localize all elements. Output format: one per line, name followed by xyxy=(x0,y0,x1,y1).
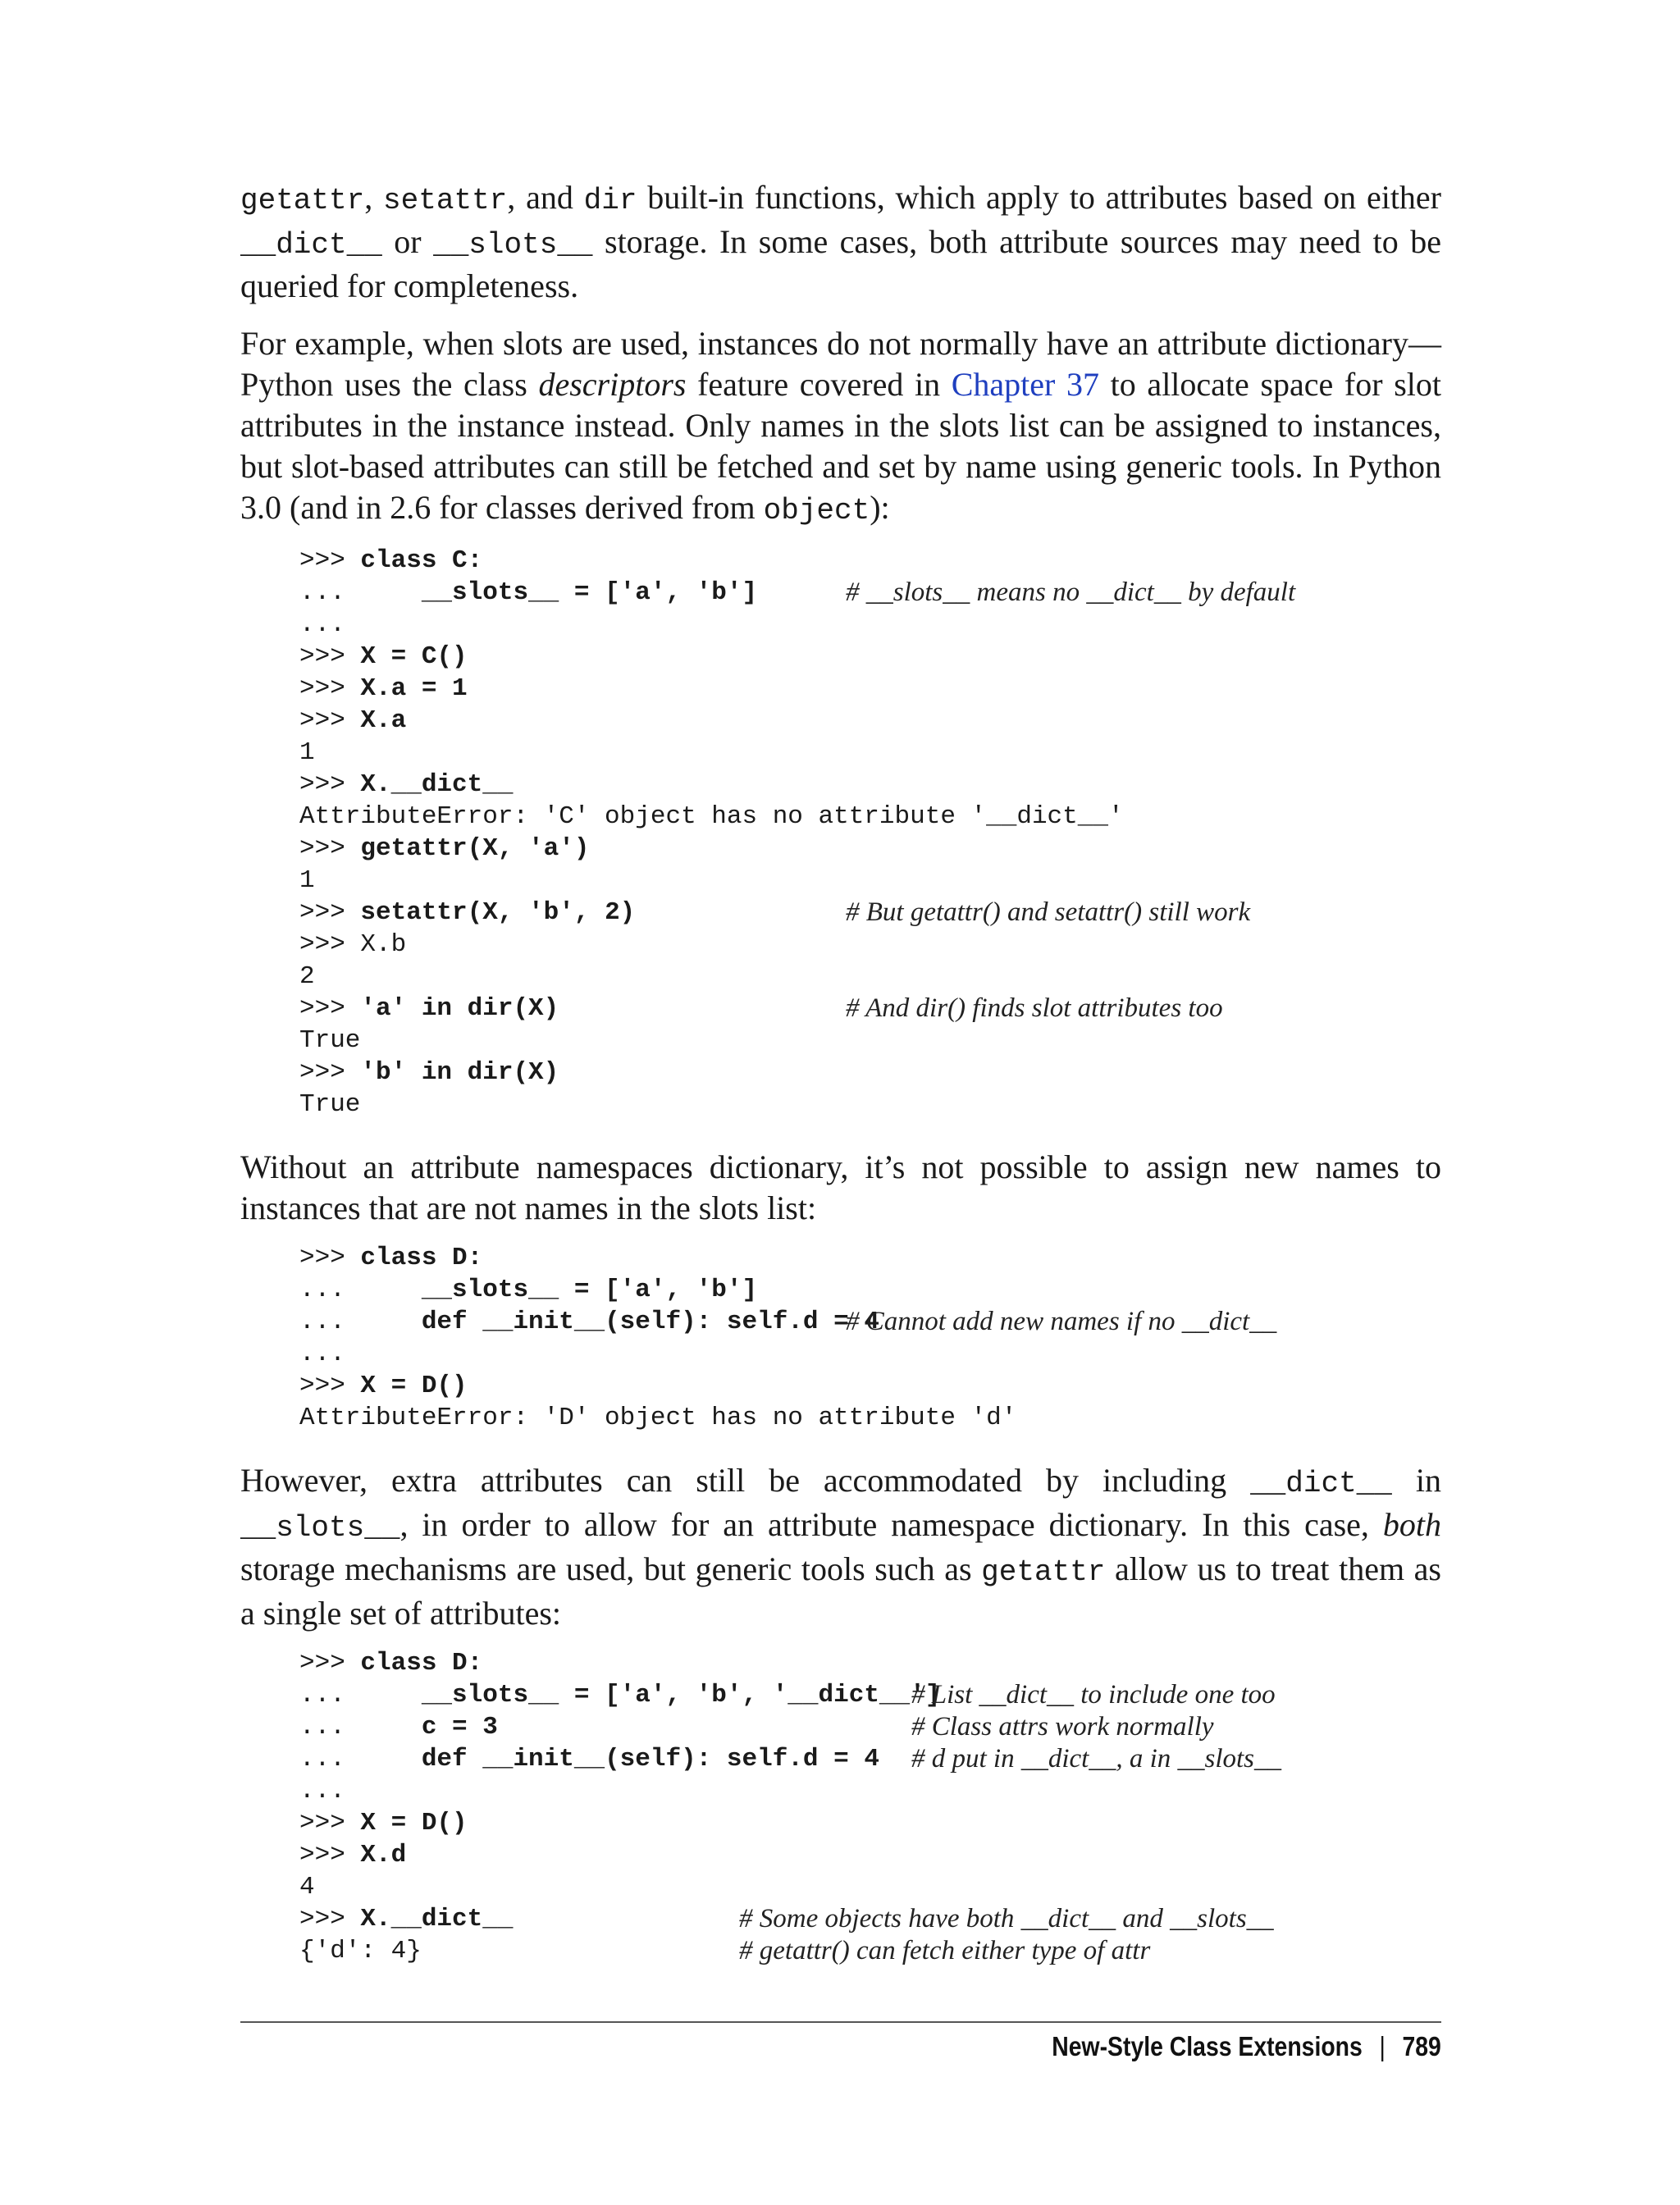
code-prompt: ... xyxy=(299,1777,345,1806)
code-line xyxy=(299,673,1441,705)
inline-code: getattr xyxy=(981,1555,1106,1589)
code-line xyxy=(299,1025,1441,1057)
code-text: 'a' in dir(X) xyxy=(360,994,559,1023)
code-comment: # Class attrs work normally xyxy=(911,1712,1214,1742)
code-text: AttributeError: 'D' object has no attribute 'd' xyxy=(299,1404,1017,1432)
text-run: , in order to allow for an attribute namespace dictionary. In this case, xyxy=(399,1506,1383,1543)
code-text: class C: xyxy=(360,546,483,575)
code-text: setattr(X, 'b', 2) xyxy=(360,898,636,927)
paragraph-1 xyxy=(240,177,1441,307)
code-prompt: >>> xyxy=(299,706,361,735)
footer-separator: | xyxy=(1379,2031,1386,2061)
code-block-3 xyxy=(299,1647,1441,1967)
code-line xyxy=(299,1711,1441,1743)
code-text: class D: xyxy=(360,1649,483,1678)
text-run: or xyxy=(381,223,434,260)
emphasis: both xyxy=(1382,1506,1441,1543)
code-text: 'b' in dir(X) xyxy=(360,1058,559,1087)
code-prompt: ... xyxy=(299,1745,422,1774)
code-line xyxy=(299,1679,1441,1711)
code-line xyxy=(299,1935,1441,1967)
code-text: X.__dict__ xyxy=(360,1905,514,1933)
code-prompt: >>> xyxy=(299,898,361,927)
code-line xyxy=(299,929,1441,961)
code-comment: # And dir() finds slot attributes too xyxy=(846,993,1223,1023)
code-prompt: >>> xyxy=(299,834,361,863)
code-prompt: >>> xyxy=(299,1244,361,1272)
code-text: __slots__ = ['a', 'b'] xyxy=(421,578,758,607)
code-line xyxy=(299,1306,1441,1338)
code-prompt: >>> xyxy=(299,770,361,799)
inline-code: object xyxy=(763,494,870,527)
text-run: , xyxy=(364,179,384,216)
code-line xyxy=(299,961,1441,993)
code-line xyxy=(299,897,1441,929)
code-text: 1 xyxy=(299,866,315,895)
code-text: X.__dict__ xyxy=(360,770,514,799)
code-text: 2 xyxy=(299,962,315,991)
text-run: allow us to treat them as a single set of attributes: xyxy=(240,1550,1441,1632)
code-prompt: >>> xyxy=(299,674,361,703)
code-line xyxy=(299,641,1441,673)
code-text: X.a = 1 xyxy=(360,674,468,703)
code-text: __slots__ = ['a', 'b'] xyxy=(421,1276,758,1304)
code-prompt: >>> xyxy=(299,994,361,1023)
code-text: X = C() xyxy=(360,642,468,671)
code-prompt: ... xyxy=(299,1681,422,1710)
text-run: However, extra attributes can still be accommodated by including xyxy=(240,1462,1251,1499)
chapter-link[interactable]: Chapter 37 xyxy=(951,366,1100,403)
code-text: {'d': 4} xyxy=(299,1937,422,1965)
footer-section-title: New-Style Class Extensions xyxy=(1052,2031,1363,2061)
code-prompt: >>> xyxy=(299,1905,361,1933)
code-text: X = D() xyxy=(360,1372,468,1400)
code-line xyxy=(299,1338,1441,1370)
code-prompt: ... xyxy=(299,1308,422,1336)
text-run: in xyxy=(1391,1462,1441,1499)
code-line xyxy=(299,1871,1441,1903)
code-line xyxy=(299,1402,1441,1434)
text-run: storage mechanisms are used, but generic tools such as xyxy=(240,1550,982,1587)
code-line xyxy=(299,577,1441,609)
code-prompt: >>> xyxy=(299,930,361,959)
code-block-2 xyxy=(299,1242,1441,1434)
text-run: feature covered in xyxy=(686,366,952,403)
paragraph-2 xyxy=(240,323,1441,532)
code-line xyxy=(299,545,1441,577)
code-line xyxy=(299,1089,1441,1121)
code-prompt: >>> xyxy=(299,1058,361,1087)
code-text: AttributeError: 'C' object has no attribute '__dict__' xyxy=(299,802,1124,831)
code-comment: # Cannot add new names if no __dict__ xyxy=(846,1307,1277,1336)
code-block-1 xyxy=(299,545,1441,1121)
inline-code: __dict__ xyxy=(1250,1467,1392,1500)
code-line xyxy=(299,1839,1441,1871)
code-prompt: >>> xyxy=(299,1809,361,1838)
emphasis: descriptors xyxy=(538,366,687,403)
text-run: , and xyxy=(507,179,584,216)
code-line xyxy=(299,1274,1441,1306)
footer-rule xyxy=(240,2021,1441,2023)
code-line xyxy=(299,1775,1441,1807)
code-line xyxy=(299,769,1441,801)
code-prompt: ... xyxy=(299,1276,422,1304)
code-prompt: ... xyxy=(299,610,345,639)
code-prompt: >>> xyxy=(299,642,361,671)
code-line xyxy=(299,705,1441,737)
code-prompt: >>> xyxy=(299,1841,361,1869)
code-line xyxy=(299,1370,1441,1402)
code-text: getattr(X, 'a') xyxy=(360,834,590,863)
code-prompt: >>> xyxy=(299,1372,361,1400)
code-line xyxy=(299,993,1441,1025)
paragraph-4 xyxy=(240,1460,1441,1634)
code-text: True xyxy=(299,1026,361,1055)
text-run: built-in functions, which apply to attributes based on either xyxy=(637,179,1441,216)
code-text: class D: xyxy=(360,1244,483,1272)
code-prompt: >>> xyxy=(299,546,361,575)
code-prompt: ... xyxy=(299,1340,345,1368)
code-text: True xyxy=(299,1090,361,1119)
code-text: 4 xyxy=(299,1873,315,1901)
code-comment: # But getattr() and setattr() still work xyxy=(846,897,1251,927)
paragraph-3 xyxy=(240,1147,1441,1229)
code-line xyxy=(299,833,1441,865)
inline-code: dir xyxy=(583,184,637,217)
code-line xyxy=(299,1743,1441,1775)
page-number: 789 xyxy=(1402,2031,1441,2061)
code-comment: # __slots__ means no __dict__ by default xyxy=(846,578,1296,607)
inline-code: __dict__ xyxy=(240,228,382,262)
code-line xyxy=(299,1903,1441,1935)
code-text: X = D() xyxy=(360,1809,468,1838)
inline-code: __slots__ xyxy=(240,1511,400,1545)
code-line xyxy=(299,1242,1441,1274)
code-line xyxy=(299,737,1441,769)
code-comment: # List __dict__ to include one too xyxy=(911,1680,1276,1710)
code-text: def __init__(self): self.d = 4 xyxy=(421,1745,879,1774)
code-comment: # d put in __dict__, a in __slots__ xyxy=(911,1744,1282,1774)
code-line xyxy=(299,609,1441,641)
text-run: For example, when slots are used, instances do not normally have an attribute dictionary—Python uses the class xyxy=(240,325,1441,403)
code-comment: # Some objects have both __dict__ and __slots__ xyxy=(739,1904,1274,1933)
code-comment: # getattr() can fetch either type of attr xyxy=(739,1936,1151,1965)
inline-code: __slots__ xyxy=(433,228,593,262)
text-run: to allocate space for slot attributes in the instance instead. Only names in the slots list can be assigned to instances, but slot-based attributes can still be fetched and set by name using generic tools. In Python 3.0 (and in 2.6 for classes derived from xyxy=(240,366,1441,526)
code-text: X.b xyxy=(360,930,407,959)
code-line xyxy=(299,865,1441,897)
text-run: storage. In some cases, both attribute sources may need to be queried for completeness. xyxy=(240,223,1441,304)
text-run: ): xyxy=(870,489,890,526)
text-run: Without an attribute namespaces dictionary, it’s not possible to assign new names to instances that are not names in the slots list: xyxy=(240,1148,1441,1226)
code-prompt: ... xyxy=(299,1713,422,1742)
page-footer xyxy=(1052,2026,1441,2067)
code-text: X.d xyxy=(360,1841,407,1869)
code-text: def __init__(self): self.d = 4 xyxy=(421,1308,879,1336)
code-text: 1 xyxy=(299,738,315,767)
inline-code: setattr xyxy=(383,184,508,217)
code-line xyxy=(299,801,1441,833)
code-prompt: ... xyxy=(299,578,422,607)
inline-code: getattr xyxy=(240,184,365,217)
page-content xyxy=(240,177,1441,1993)
code-prompt: >>> xyxy=(299,1649,361,1678)
code-line xyxy=(299,1807,1441,1839)
code-line xyxy=(299,1647,1441,1679)
code-text: X.a xyxy=(360,706,407,735)
code-line xyxy=(299,1057,1441,1089)
code-text: __slots__ = ['a', 'b', '__dict__'] xyxy=(421,1681,941,1710)
code-text: c = 3 xyxy=(421,1713,498,1742)
